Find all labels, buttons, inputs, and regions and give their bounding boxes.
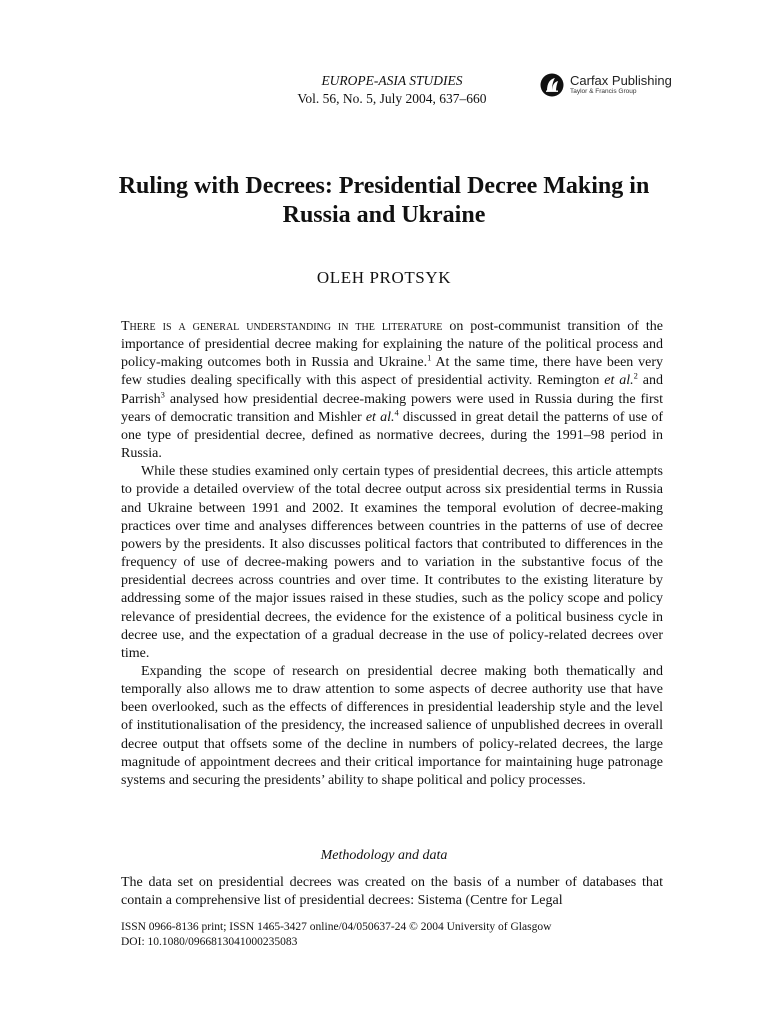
footnote-ref-3[interactable]: 3: [160, 388, 165, 399]
publisher-group: Taylor & Francis Group: [570, 88, 637, 96]
issn-line: ISSN 0966-8136 print; ISSN 1465-3427 online/04/050637-24 © 2004 University of Glasgow: [121, 921, 552, 933]
article-title: Ruling with Decrees: Presidential Decree Making in Russia and Ukraine: [118, 173, 650, 228]
article-author: OLEH PROTSYK: [316, 268, 452, 287]
article-body: [121, 318, 663, 790]
paragraph-3: Expanding the scope of research on presidential decree making both thematically and temporally also allows me to draw attention to some aspects of decree authority use that have been overlooked, such as the effects of differences in presidential leadership style and the level of institutionalisation of the presidency, the increased salience of unpublished decrees in overall decree output that offsets some of the decline in numbers of policy-related decrees, the large magnitude of appointment decrees and their critical importance for maintaining huge patronage systems and securing the presidents’ ability to shape political and policy processes.: [121, 663, 663, 788]
journal-header: [200, 72, 584, 108]
publisher-name: Carfax Publishing: [570, 73, 672, 89]
publisher-logo-block: [540, 73, 672, 97]
footnote-ref-1[interactable]: 1: [427, 352, 432, 363]
carfax-logo-icon: [540, 73, 564, 97]
section-heading: Methodology and data: [320, 848, 448, 863]
paragraph-2: While these studies examined only certain types of presidential decrees, this article attempts to provide a detailed overview of the total decree output across six presidential terms in Russia and Ukraine between 1991 and 2002. It examines the temporal evolution of decree-making practices over time and analyses differences between countries in the patterns of use of decree powers by the presidents. It also discusses political factors that contributed to differences in the frequency of use of decree-making powers and to variation in the substantive focus of the presidential decrees across countries and over time. It contributes to the existing literature by addressing some of the major issues raised in these studies, such as the policy scope and policy relevance of presidential decrees, the evidence for the existence of a political business cycle in decree use, and the expectation of a gradual decrease in the use of policy-related decrees over time.: [121, 464, 663, 661]
doi-line: DOI: 10.1080/0966813041000235083: [121, 936, 298, 948]
footnote-ref-4[interactable]: 4: [394, 407, 399, 418]
lead-in-smallcaps: There is a general understanding in the literature: [121, 319, 443, 334]
footnote-ref-2[interactable]: 2: [633, 370, 638, 381]
section-paragraph-1: The data set on presidential decrees was created on the basis of a number of databases that contain a comprehensive list of presidential decrees: Sistema (Centre for Legal: [121, 875, 663, 909]
section-body: [121, 874, 663, 910]
journal-volume-line: Vol. 56, No. 5, July 2004, 637–660: [297, 91, 487, 106]
paragraph-1: There is a general understanding in the literature on post-communist transition of the importance of presidential decree making for explaining the nature of the political process and policy-making outcomes both in Russia and Ukraine.$^1$ At the same time, there have been very few studies dealing specifically with this aspect of presidential activity. Remington et al.$^2$ and Parrish$^3$ analysed how presidential decree-making powers were used in Russia during the first years of democratic transition and Mishler et al.$^4$ discussed in great detail the patterns of use of one type of presidential decree, defined as normative decrees, during the 1991–98 period in Russia.: [121, 319, 663, 462]
page-footer: [121, 920, 681, 950]
journal-name: EUROPE-ASIA STUDIES: [321, 73, 463, 88]
